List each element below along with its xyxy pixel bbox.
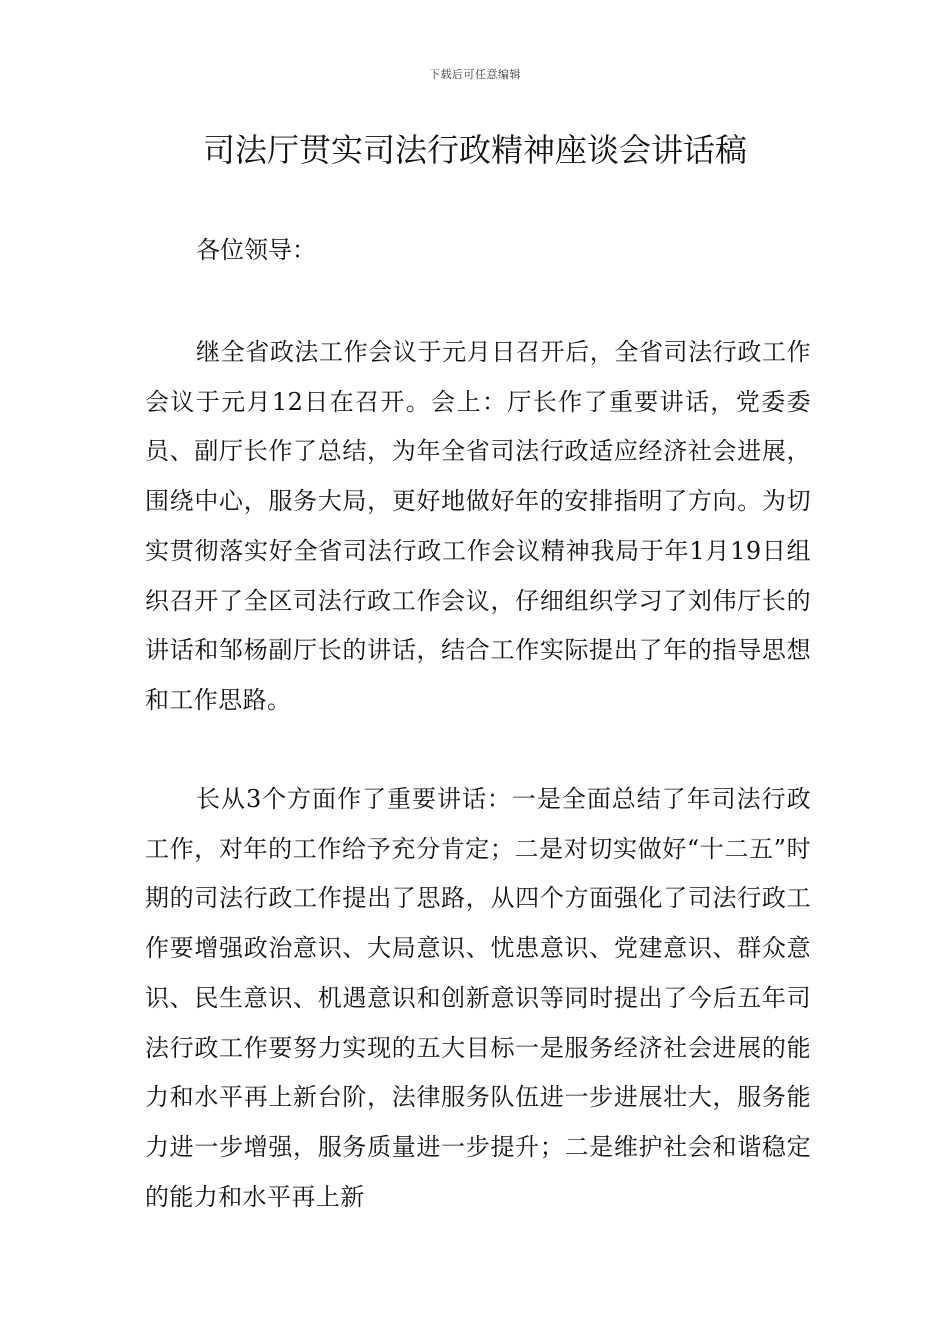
- paragraph-2: 长从3个方面作了重要讲话：一是全面总结了年司法行政工作，对年的工作给予充分肯定；二是对切实做好“十二五”时期的司法行政工作提出了思路，从四个方面强化了司法行政工作要增强政治意识、大局意识、忧患意识、党建意识、群众意识、民生意识、机遇意识和创新意识等同时提出了今后五年司法行政工作要努力实现的五大目标一是服务经济社会进展的能力和水平再上新台阶，法律服务队伍进一步进展壮大，服务能力进一步增强，服务质量进一步提升；二是维护社会和谐稳定的能力和水平再上新: [145, 785, 811, 1211]
- document-title: 司法厅贯实司法行政精神座谈会讲话稿: [202, 131, 747, 169]
- paragraph-1: 继全省政法工作会议于元月日召开后，全省司法行政工作会议于元月12日在召开。会上：厅长作了重要讲话，党委委员、副厅长作了总结，为年全省司法行政适应经济社会进展，围绕中心，服务大局，更好地做好年的安排指明了方向。为切实贯彻落实好全省司法行政工作会议精神我局于年1月19日组织召开了全区司法行政工作会议，仔细组织学习了刘伟厅长的讲话和邹杨副厅长的讲话，结合工作实际提出了年的指导思想和工作思路。: [145, 338, 811, 714]
- greeting: 各位领导：: [196, 236, 316, 264]
- header-note: 下载后可任意编辑: [429, 68, 521, 81]
